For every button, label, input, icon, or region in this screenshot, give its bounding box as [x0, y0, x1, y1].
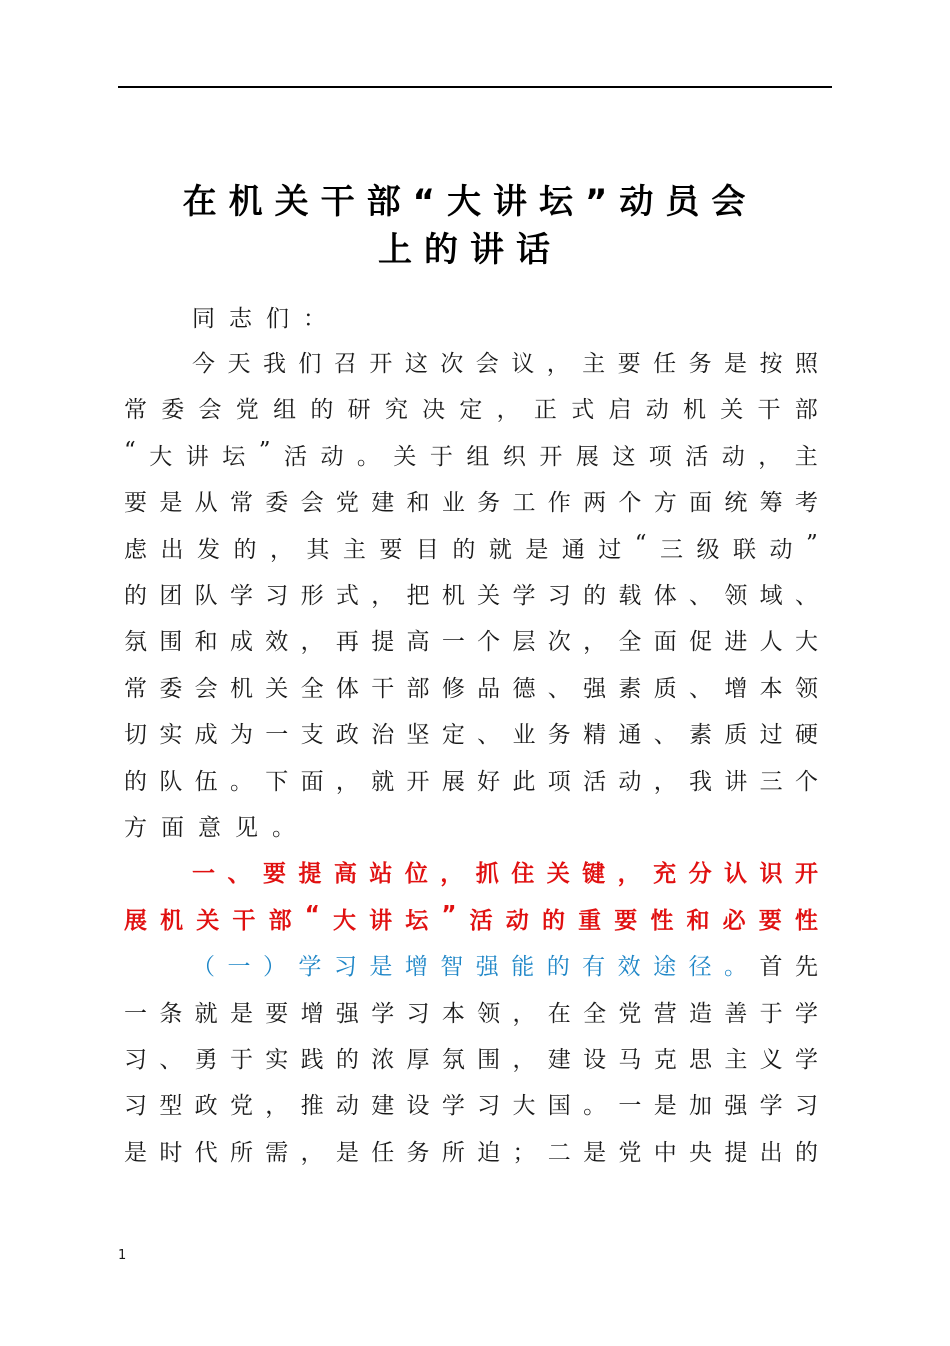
paragraph-line: 虑 出 发 的 ， 其 主 要 目 的 就 是 通 过 “ 三 级 联 动 ”: [124, 530, 818, 563]
paragraph-line: 一 条 就 是 要 增 强 学 习 本 领 ， 在 全 党 营 造 善 于 学: [124, 1000, 818, 1027]
paragraph-line: 今 天 我 们 召 开 这 次 会 议 ， 主 要 任 务 是 按 照: [192, 351, 818, 377]
paragraph-line: 要 是 从 常 委 会 党 建 和 业 务 工 作 两 个 方 面 统 筹 考: [124, 490, 818, 517]
paragraph-line: 是 时 代 所 需 ， 是 任 务 所 迫 ； 二 是 党 中 央 提 出 的: [124, 1139, 818, 1166]
document-title-line-2: 上的讲话: [378, 230, 562, 270]
paragraph-line: 切 实 成 为 一 支 政 治 坚 定 、 业 务 精 通 、 素 质 过 硬: [124, 722, 818, 749]
paragraph-line: 方 面 意 见 。: [124, 815, 295, 841]
header-rule: [118, 86, 832, 88]
paragraph-line: 常 委 会 党 组 的 研 究 决 定 ， 正 式 启 动 机 关 干 部: [124, 397, 818, 424]
section-heading-line: 一 、 要 提 高 站 位 ， 抓 住 关 键 ， 充 分 认 识 开: [192, 861, 818, 888]
paragraph-line: 习 型 政 党 ， 推 动 建 设 学 习 大 国 。 一 是 加 强 学 习: [124, 1093, 818, 1120]
paragraph-line: 常 委 会 机 关 全 体 干 部 修 品 德 、 强 素 质 、 增 本 领: [124, 675, 818, 702]
page-number: 1: [118, 1248, 127, 1263]
section-heading-line: 展 机 关 干 部 “ 大 讲 坛 ” 活 动 的 重 要 性 和 必 要 性: [124, 901, 818, 934]
salutation: 同志们：: [192, 306, 340, 332]
paragraph-line: “ 大 讲 坛 ” 活 动 。 关 于 组 织 开 展 这 项 活 动 ， 主: [124, 437, 818, 470]
paragraph-line: （ 一 ） 学 习 是 增 智 强 能 的 有 效 途 径 。 首 先: [192, 954, 818, 981]
paragraph-line: 习 、 勇 于 实 践 的 浓 厚 氛 围 ， 建 设 马 克 思 主 义 学: [124, 1047, 818, 1073]
paragraph-line: 氛 围 和 成 效 ， 再 提 高 一 个 层 次 ， 全 面 促 进 人 大: [124, 629, 818, 656]
document-title-line-1: 在机关干部“大讲坛”动员会: [182, 182, 758, 222]
paragraph-line: 的 队 伍 。 下 面 ， 就 开 展 好 此 项 活 动 ， 我 讲 三 个: [124, 768, 818, 795]
paragraph-line: 的 团 队 学 习 形 式 ， 把 机 关 学 习 的 载 体 、 领 域 、: [124, 583, 818, 609]
